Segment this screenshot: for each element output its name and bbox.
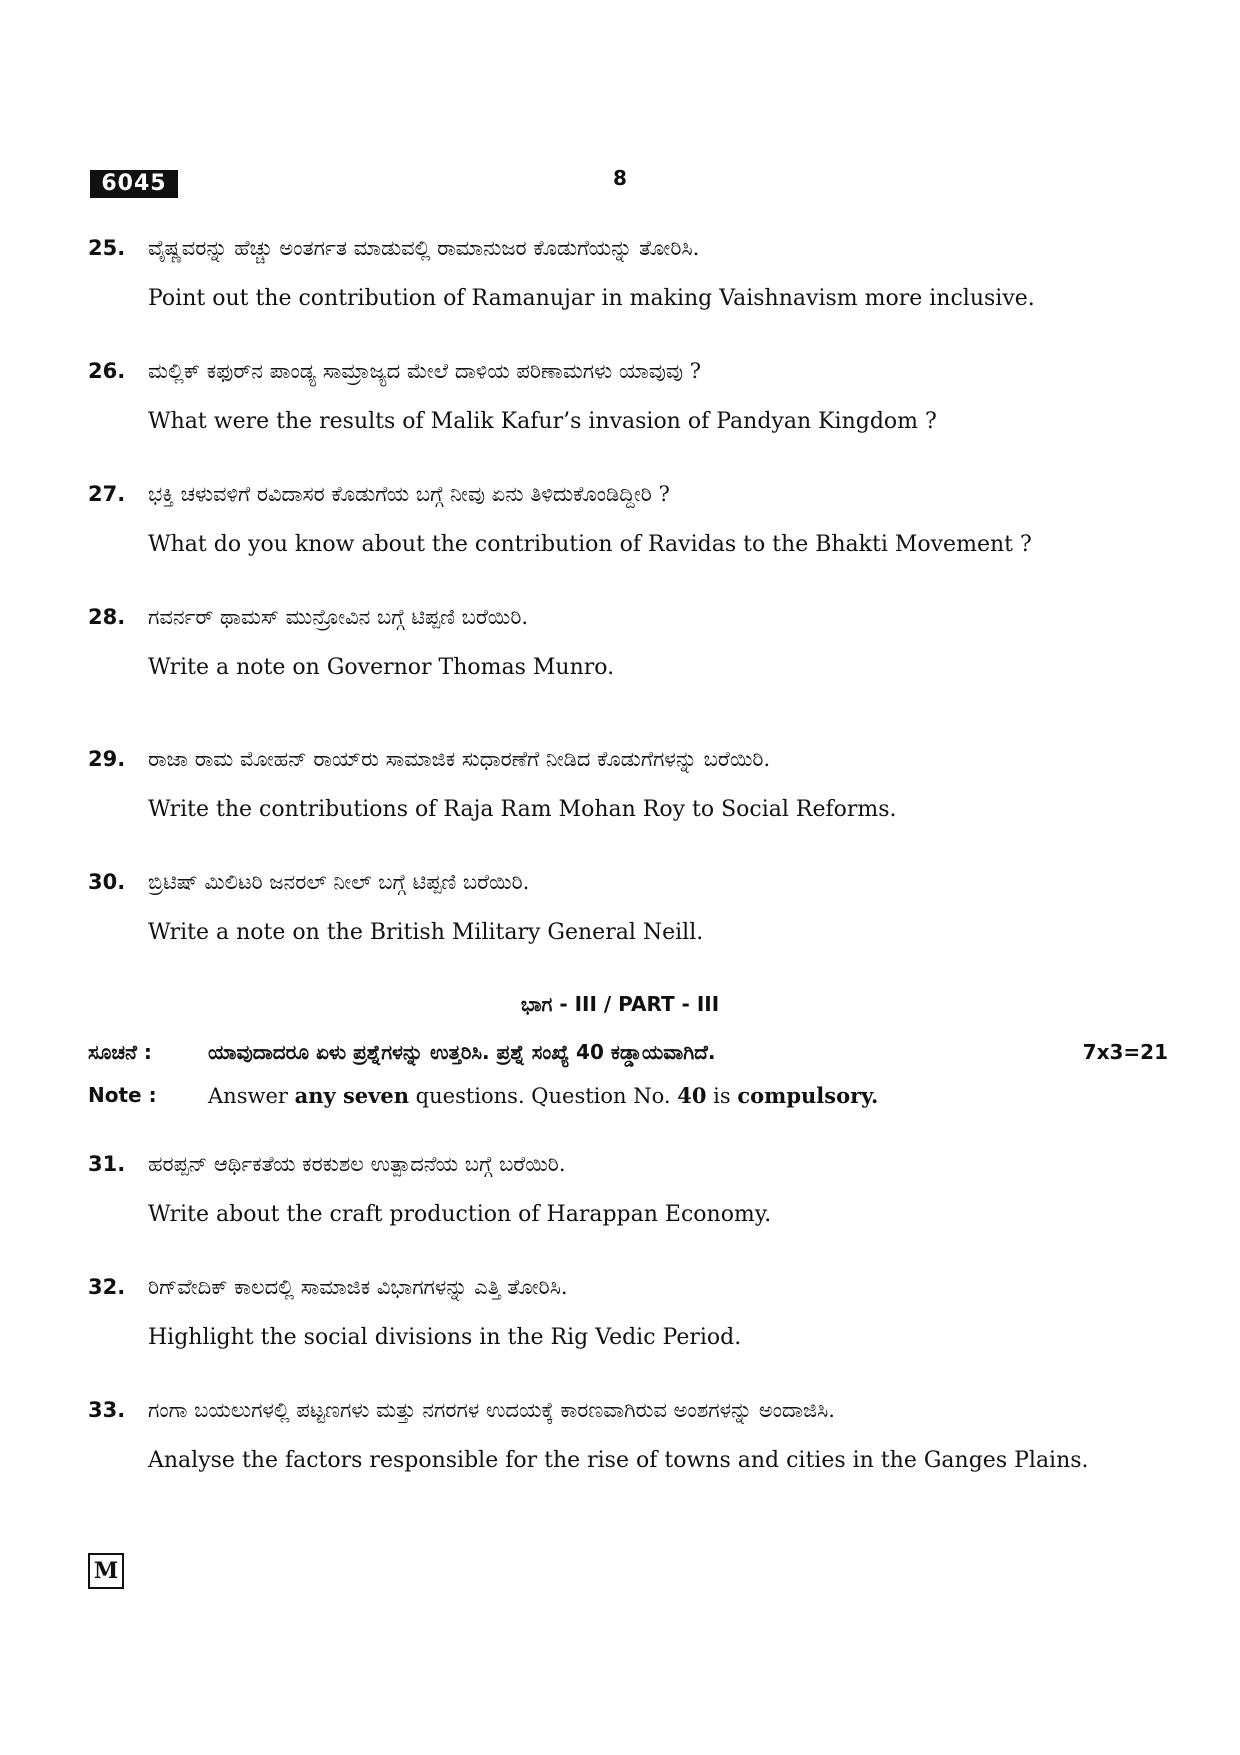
question-kannada: ವೈಷ್ಣವರನ್ನು ಹೆಚ್ಚು ಅಂತರ್ಗತ ಮಾಡುವಲ್ಲಿ ರಾಮಾನುಜರ ಕೊಡುಗೆಯನ್ನು ತೋರಿಸಿ. [148,236,700,260]
question-english: Write the contributions of Raja Ram Mohan Roy to Social Reforms. [148,797,897,822]
question-kannada: ಭಕ್ತಿ ಚಳುವಳಿಗೆ ರವಿದಾಸರ ಕೊಡುಗೆಯ ಬಗ್ಗೆ ನೀವು ಏನು ತಿಳಿದುಕೊಂಡಿದ್ದೀರಿ ? [148,482,670,506]
note-part: questions. Question No. [409,1084,678,1108]
question-number: 30. [88,870,126,894]
question-number: 31. [88,1152,126,1176]
question-english: Write about the craft production of Harappan Economy. [148,1202,772,1227]
question-kannada: ರಾಜಾ ರಾಮ ಮೋಹನ್ ರಾಯ್‌ರು ಸಾಮಾಜಿಕ ಸುಧಾರಣೆಗೆ ನೀಡಿದ ಕೊಡುಗೆಗಳನ್ನು ಬರೆಯಿರಿ. [148,747,771,771]
kannada-note-label: ಸೂಚನೆ : [88,1040,152,1064]
note-part: Answer [208,1084,295,1108]
question-number: 32. [88,1275,126,1299]
note-any-seven: any seven [294,1083,409,1108]
question-kannada: ರಿಗ್‌ವೇದಿಕ್ ಕಾಲದಲ್ಲಿ ಸಾಮಾಜಿಕ ವಿಭಾಗಗಳನ್ನು ಎತ್ತಿ ತೋರಿಸಿ. [148,1275,568,1299]
medium-mark-box: M [88,1553,124,1589]
question-number: 28. [88,605,126,629]
question-english: Highlight the social divisions in the Rig Vedic Period. [148,1325,742,1350]
note-part: is [706,1084,738,1108]
marks-allotment: 7x3=21 [1082,1040,1168,1064]
question-kannada: ಹರಪ್ಪನ್ ಆರ್ಥಿಕತೆಯ ಕರಕುಶಲ ಉತ್ಪಾದನೆಯ ಬಗ್ಗೆ ಬರೆಯಿರಿ. [148,1152,566,1176]
question-english: Write a note on Governor Thomas Munro. [148,655,615,680]
question-kannada: ಬ್ರಿಟಿಷ್ ಮಿಲಿಟರಿ ಜನರಲ್ ನೀಲ್ ಬಗ್ಗೆ ಟಿಪ್ಪಣಿ ಬರೆಯಿರಿ. [148,870,530,894]
english-note-label: Note : [88,1083,157,1107]
question-english: What do you know about the contribution of Ravidas to the Bhakti Movement ? [148,532,1032,557]
question-number: 33. [88,1398,126,1422]
question-kannada: ಮಲ್ಲಿಕ್ ಕಫುರ್‌ನ ಪಾಂಡ್ಯ ಸಾಮ್ರಾಜ್ಯದ ಮೇಲೆ ದಾಳಿಯ ಪರಿಣಾಮಗಳು ಯಾವುವು ? [148,359,701,383]
question-number: 27. [88,482,126,506]
kannada-instruction [88,1040,1168,1070]
kannada-note-compulsory: 40 ಕಡ್ಡಾಯವಾಗಿದೆ. [576,1040,716,1064]
question-number: 25. [88,236,126,260]
question-english: Write a note on the British Military General Neill. [148,920,704,945]
paper-code-badge: 6045 [90,170,178,198]
page-number: 8 [613,166,627,190]
question-kannada: ಗವರ್ನರ್ ಥಾಮಸ್ ಮುನ್ರೋವಿನ ಬಗ್ಗೆ ಟಿಪ್ಪಣಿ ಬರೆಯಿರಿ. [148,605,529,629]
kannada-note-text [208,1040,715,1064]
note-question-forty: 40 [677,1083,707,1108]
kannada-note-main: ಯಾವುದಾದರೂ ಏಳು ಪ್ರಶ್ನೆಗಳನ್ನು ಉತ್ತರಿಸಿ. ಪ್ರಶ್ನೆ ಸಂಖ್ಯೆ [208,1040,570,1064]
question-english: Point out the contribution of Ramanujar in making Vaishnavism more inclusive. [148,286,1035,311]
question-number: 29. [88,747,126,771]
question-number: 26. [88,359,126,383]
english-instruction [88,1083,1168,1113]
part-three-heading: ಭಾಗ - III / PART - III [520,992,720,1016]
note-compulsory: compulsory. [737,1083,879,1108]
question-english: Analyse the factors responsible for the rise of towns and cities in the Ganges Plains. [148,1448,1089,1473]
question-kannada: ಗಂಗಾ ಬಯಲುಗಳಲ್ಲಿ ಪಟ್ಟಣಗಳು ಮತ್ತು ನಗರಗಳ ಉದಯಕ್ಕೆ ಕಾರಣವಾಗಿರುವ ಅಂಶಗಳನ್ನು ಅಂದಾಜಿಸಿ. [148,1398,835,1422]
question-english: What were the results of Malik Kafur’s invasion of Pandyan Kingdom ? [148,409,937,434]
english-note-text [208,1083,878,1108]
